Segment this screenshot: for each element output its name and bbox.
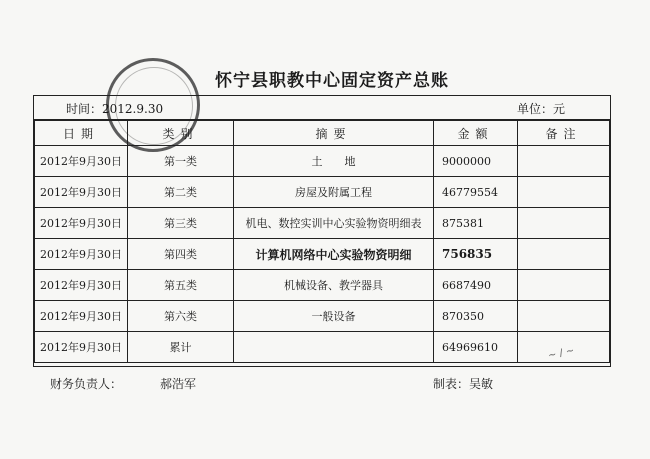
cell-description: 一般设备 — [234, 301, 434, 332]
cell-amount: 64969610 — [434, 332, 518, 363]
table-header-row — [35, 121, 610, 146]
header-date: 日期 — [35, 121, 128, 146]
ledger-table — [34, 120, 610, 363]
cell-date: 2012年9月30日 — [35, 301, 128, 332]
cell-category: 第一类 — [128, 146, 234, 177]
cell-category: 第四类 — [128, 239, 234, 270]
cell-note — [518, 177, 610, 208]
header-category: 类别 — [128, 121, 234, 146]
time-field — [66, 100, 163, 117]
cell-description — [234, 332, 434, 363]
cell-amount: 46779554 — [434, 177, 518, 208]
table-row — [35, 177, 610, 208]
cell-category: 累计 — [128, 332, 234, 363]
cell-amount: 756835 — [434, 239, 518, 270]
cell-category: 第三类 — [128, 208, 234, 239]
finance-label: 财务负责人： — [50, 377, 123, 391]
cell-note — [518, 301, 610, 332]
finance-name: 郝浩军 — [160, 377, 197, 391]
cell-category: 第二类 — [128, 177, 234, 208]
cell-note — [518, 239, 610, 270]
cell-description: 房屋及附属工程 — [234, 177, 434, 208]
cell-description: 土 地 — [234, 146, 434, 177]
cell-category: 第六类 — [128, 301, 234, 332]
cell-note — [518, 270, 610, 301]
table-row — [35, 208, 610, 239]
time-value: 2012.9.30 — [102, 102, 164, 116]
cell-date: 2012年9月30日 — [35, 239, 128, 270]
cell-description: 计算机网络中心实验物资明细 — [234, 239, 434, 270]
table-row — [35, 239, 610, 270]
cell-category: 第五类 — [128, 270, 234, 301]
time-label: 时间： — [66, 102, 103, 116]
cell-description: 机械设备、教学器具 — [234, 270, 434, 301]
maker-label: 制表：吴敏 — [433, 377, 494, 391]
header-note: 备注 — [518, 121, 610, 146]
header-description: 摘要 — [234, 121, 434, 146]
cell-note — [518, 208, 610, 239]
cell-amount: 875381 — [434, 208, 518, 239]
cell-date: 2012年9月30日 — [35, 177, 128, 208]
header-amount: 金额 — [434, 121, 518, 146]
cell-description: 机电、数控实训中心实验物资明细表 — [234, 208, 434, 239]
cell-note — [518, 146, 610, 177]
ledger-sheet — [33, 95, 611, 367]
cell-date: 2012年9月30日 — [35, 208, 128, 239]
cell-date: 2012年9月30日 — [35, 270, 128, 301]
cell-date: 2012年9月30日 — [35, 332, 128, 363]
table-row — [35, 270, 610, 301]
unit-label: 单位：元 — [517, 102, 566, 116]
table-row-total — [35, 332, 610, 363]
cell-amount: 9000000 — [434, 146, 518, 177]
cell-amount: 870350 — [434, 301, 518, 332]
cell-amount: 6687490 — [434, 270, 518, 301]
cell-date: 2012年9月30日 — [35, 146, 128, 177]
handwritten-mark: ~ / ~ — [547, 345, 576, 362]
table-row — [35, 301, 610, 332]
document-title: 怀宁县职教中心固定资产总账 — [215, 71, 449, 91]
info-row — [34, 96, 610, 120]
table-row — [35, 146, 610, 177]
